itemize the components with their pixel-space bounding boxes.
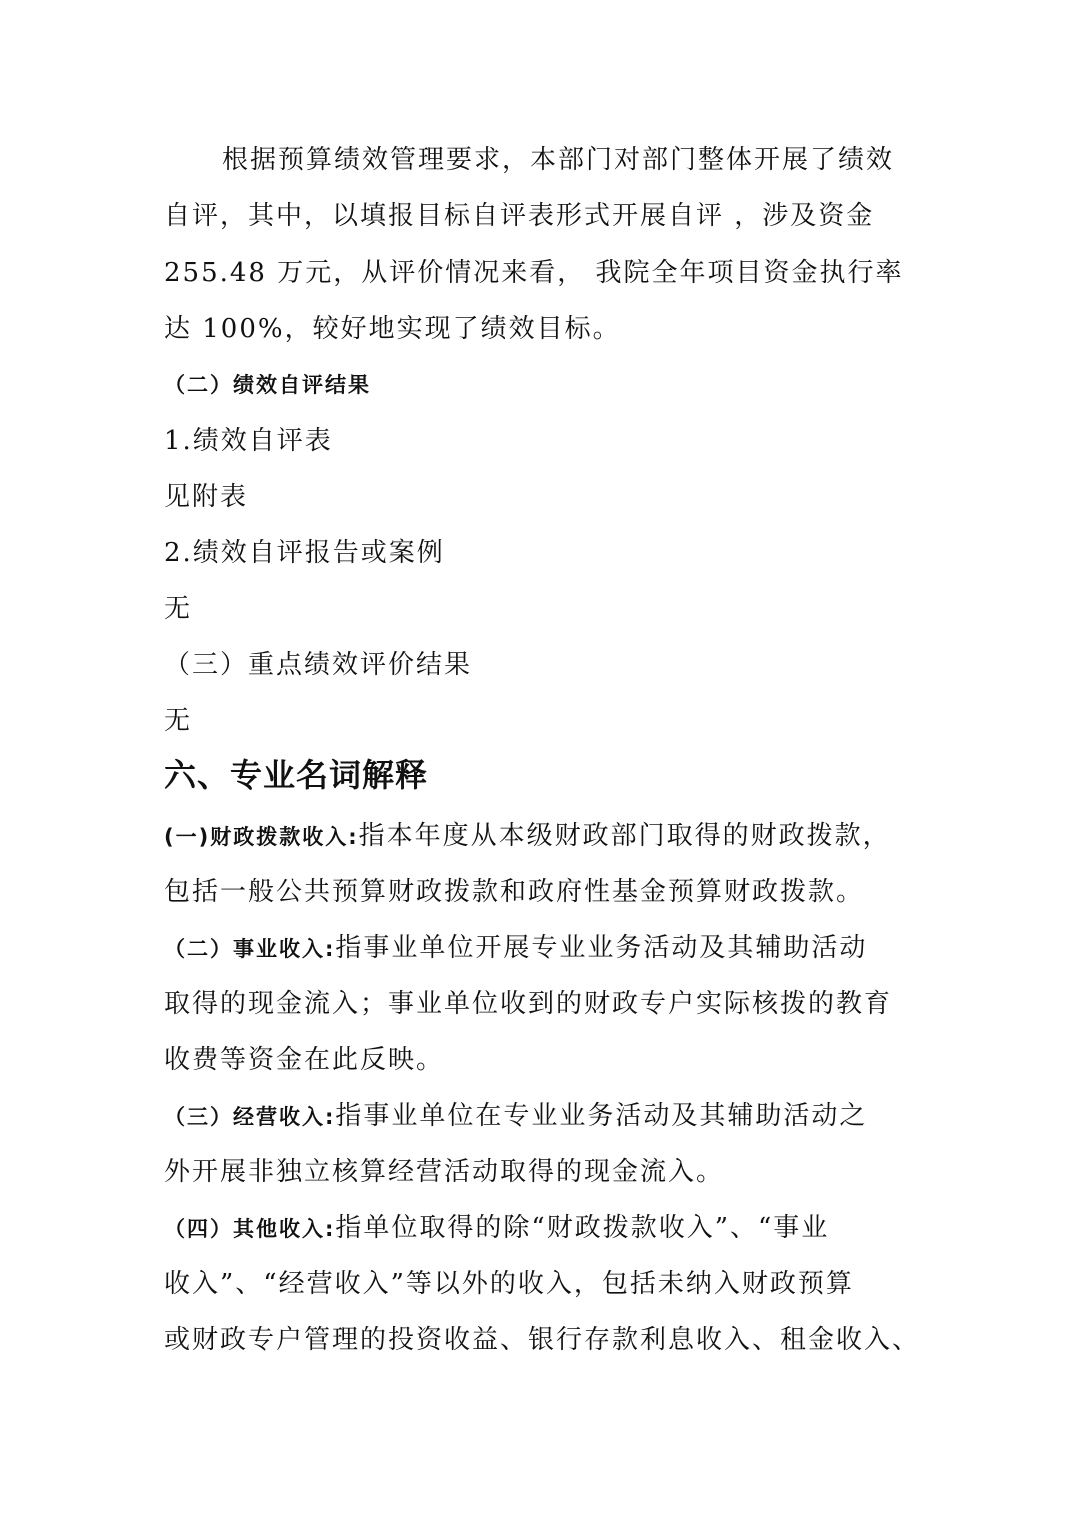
glossary-term-4-line-3: 或财政专户管理的投资收益、银行存款利息收入、租金收入、 bbox=[164, 1325, 921, 1355]
glossary-term-4-line-1 bbox=[164, 1210, 829, 1247]
glossary-term-1-line-1 bbox=[164, 818, 891, 855]
self-eval-item2-title: 2.绩效自评报告或案例 bbox=[164, 538, 445, 568]
glossary-term-2-line-3: 收费等资金在此反映。 bbox=[164, 1045, 445, 1075]
glossary-heading: 六、专业名词解释 bbox=[164, 756, 429, 794]
intro-line-2: 自评，其中，以填报目标自评表形式开展自评 ，涉及资金 bbox=[164, 201, 875, 231]
intro-line-3: 255.48 万元，从评价情况来看， 我院全年项目资金执行率 bbox=[164, 258, 904, 288]
glossary-term-1-text-1: 指本年度从本级财政部门取得的财政拨款， bbox=[358, 821, 891, 851]
glossary-term-3-line-2: 外开展非独立核算经营活动取得的现金流入。 bbox=[164, 1157, 725, 1187]
glossary-term-2-label: （二）事业收入: bbox=[164, 937, 336, 961]
key-eval-heading: （三）重点绩效评价结果 bbox=[164, 650, 473, 680]
intro-line-1: 根据预算绩效管理要求，本部门对部门整体开展了绩效 bbox=[222, 145, 895, 175]
glossary-term-3-text-1: 指事业单位在专业业务活动及其辅助活动之 bbox=[335, 1101, 868, 1131]
glossary-term-3-line-1 bbox=[164, 1098, 867, 1135]
glossary-term-2-text-1: 指事业单位开展专业业务活动及其辅助活动 bbox=[335, 933, 868, 963]
glossary-term-2-line-2: 取得的现金流入；事业单位收到的财政专户实际核拨的教育 bbox=[164, 989, 893, 1019]
glossary-term-1-label: (一)财政拨款收入: bbox=[164, 825, 359, 849]
intro-line-4: 达 100%，较好地实现了绩效目标。 bbox=[164, 314, 621, 344]
self-eval-item2-body: 无 bbox=[164, 594, 193, 624]
glossary-term-4-label: （四）其他收入: bbox=[164, 1217, 336, 1241]
glossary-term-2-line-1 bbox=[164, 930, 867, 967]
glossary-term-4-text-1: 指单位取得的除“财政拨款收入”、“事业 bbox=[335, 1213, 830, 1243]
glossary-term-4-line-2: 收入”、“经营收入”等以外的收入，包括未纳入财政预算 bbox=[164, 1269, 854, 1299]
self-eval-heading: （二）绩效自评结果 bbox=[164, 373, 371, 397]
self-eval-item1-body: 见附表 bbox=[164, 482, 249, 512]
self-eval-item1-title: 1.绩效自评表 bbox=[164, 426, 333, 456]
glossary-term-3-label: （三）经营收入: bbox=[164, 1105, 336, 1129]
key-eval-body: 无 bbox=[164, 706, 193, 736]
glossary-term-1-line-2: 包括一般公共预算财政拨款和政府性基金预算财政拨款。 bbox=[164, 877, 865, 907]
